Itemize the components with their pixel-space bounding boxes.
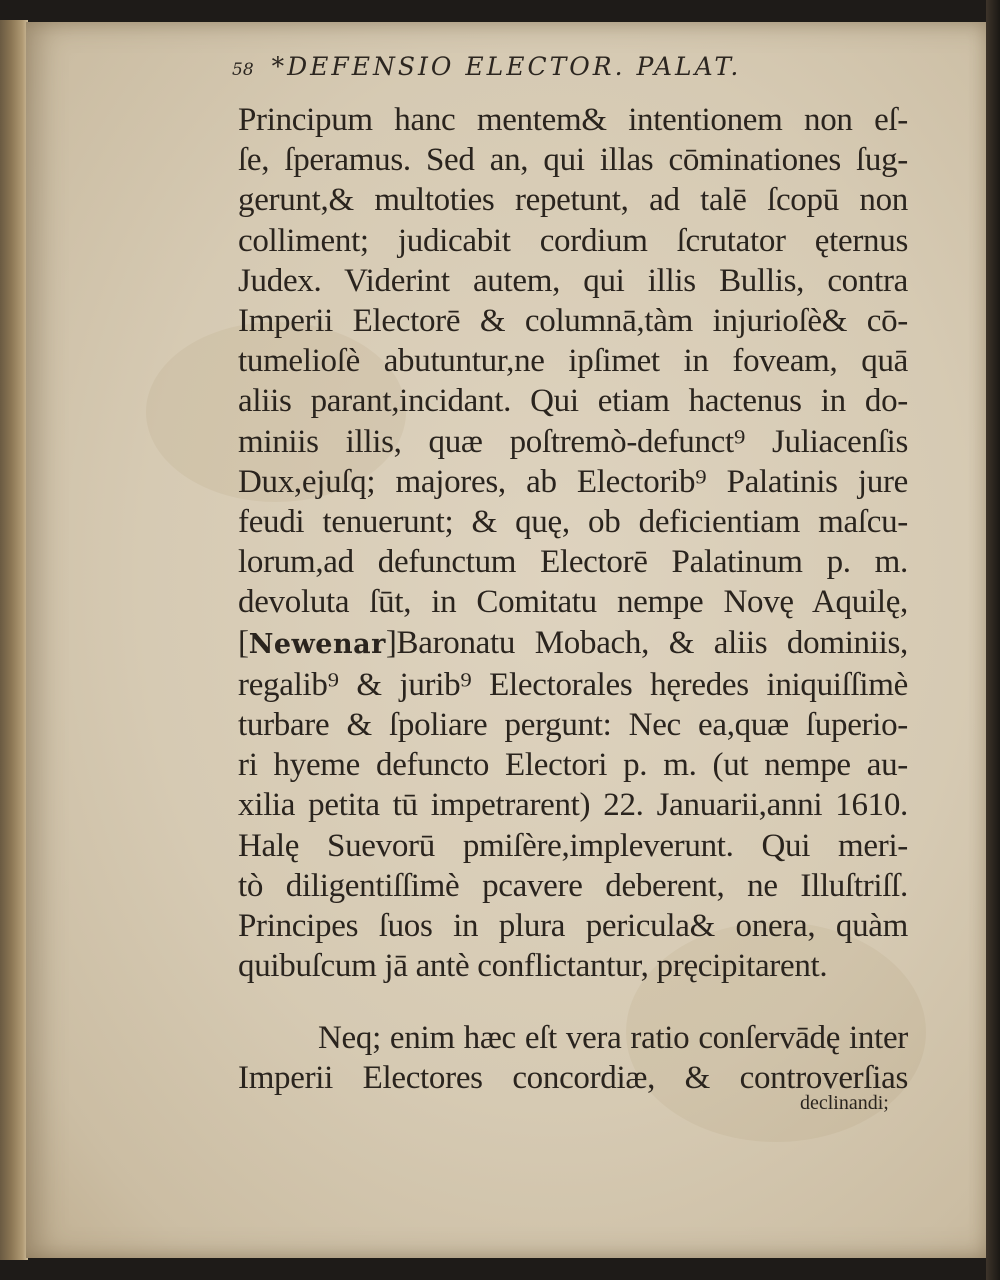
text-line: Imperii Electores concordiæ, & controverſias bbox=[238, 1060, 908, 1096]
running-head bbox=[232, 52, 852, 81]
running-title: *DEFENSIO ELECTOR. PALAT. bbox=[271, 52, 742, 81]
text-line: lorum,ad defunctum Electorē Palatinum p. m. bbox=[238, 544, 908, 581]
text-line: ri hyeme defuncto Electori p. m. (ut nempe au- bbox=[238, 747, 908, 784]
catchword: declinandi; bbox=[800, 1092, 889, 1114]
text-line: tumelioſè abutuntur,ne ipſimet in foveam, quā bbox=[238, 343, 908, 380]
text-line: miniis illis, quæ poſtremò-defunct⁹ Juliacenſis bbox=[238, 423, 908, 460]
text-line: feudi tenuerunt; & quę, ob deficientiam maſcu- bbox=[238, 504, 908, 541]
text-line: Halę Suevorū pmiſère,impleverunt. Qui meri- bbox=[238, 827, 908, 864]
text-line: aliis parant,incidant. Qui etiam hactenus in do- bbox=[238, 383, 908, 420]
text-line: tò diligentiſſimè pcavere deberent, ne Illuſtriſſ. bbox=[238, 867, 908, 904]
text-line: regalib⁹ & jurib⁹ Electorales hęredes iniquiſſimè bbox=[238, 666, 908, 703]
text-line: quibuſcum jā antè conflictantur, pręcipitarent. bbox=[238, 948, 828, 985]
book-binding-edge bbox=[0, 20, 28, 1260]
text-line: Judex. Viderint autem, qui illis Bullis, contra bbox=[238, 262, 908, 299]
text-line: colliment; judicabit cordium ſcrutator ęternus bbox=[238, 222, 908, 259]
main-paragraph bbox=[238, 100, 918, 986]
text-line: Dux,ejuſq; majores, ab Electorib⁹ Palatinis jure bbox=[238, 463, 908, 500]
text-line: Principum hanc mentem& intentionem non eſ- bbox=[238, 102, 908, 138]
second-paragraph bbox=[238, 1018, 918, 1098]
text-line: gerunt,& multoties repetunt, ad talē ſcopū non bbox=[238, 182, 908, 219]
text-line: [Newenar]Baronatu Mobach, & aliis dominiis, bbox=[238, 624, 908, 661]
text-line: Neq; enim hæc eſt vera ratio conſervādę inter bbox=[318, 1020, 908, 1056]
blackletter-word: Newenar bbox=[248, 628, 386, 660]
text-line: Principes ſuos in plura pericula& onera, quàm bbox=[238, 908, 908, 945]
text-line: xilia petita tū impetrarent) 22. Januarii,anni 1610. bbox=[238, 787, 908, 824]
right-shadow-edge bbox=[986, 0, 1000, 1280]
page-number: 58 bbox=[232, 60, 254, 80]
text-line: turbare & ſpoliare pergunt: Nec ea,quæ ſuperio- bbox=[238, 707, 908, 744]
text-line: devoluta ſūt, in Comitatu nempe Novę Aquilę, bbox=[238, 584, 908, 621]
text-line: Imperii Electorē & columnā,tàm injurioſè& cō- bbox=[238, 303, 908, 340]
text-line: ſe, ſperamus. Sed an, qui illas cōminationes ſug- bbox=[238, 142, 908, 179]
